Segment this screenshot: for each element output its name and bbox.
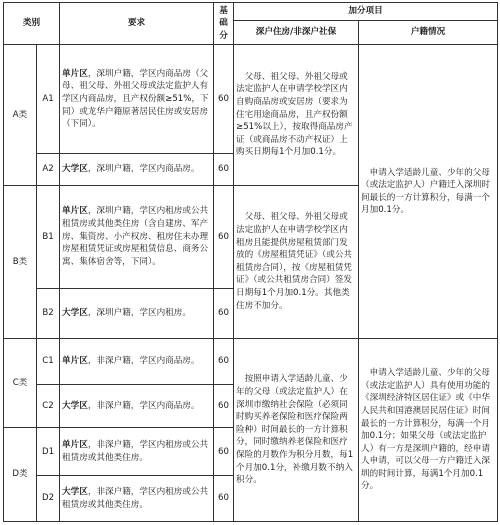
score-b1: 60 bbox=[214, 185, 234, 289]
category-a: A类 bbox=[4, 45, 37, 185]
requirement-text: ，非深户籍，学区内租房或公共租赁房或其他类住房。 bbox=[62, 440, 209, 463]
code-c1: C1 bbox=[37, 339, 60, 385]
code-b1: B1 bbox=[37, 185, 60, 289]
area-label: 单片区 bbox=[62, 206, 88, 217]
category-b: B类 bbox=[4, 185, 37, 339]
requirement-text: ，深圳户籍，学区内商品房（父母、祖父母、外祖父母或法定监护人有学区内商品房，且产权份额≥51%，下同）或龙华户籍原著居民住房或安居房（下同）。 bbox=[62, 68, 209, 130]
table-row-a1 bbox=[4, 45, 498, 154]
requirement-d2 bbox=[60, 476, 214, 522]
score-a1: 60 bbox=[214, 45, 234, 154]
bonus-hukou-ab: 申请入学适龄儿童、少年的父母（或法定监护人）户籍迁入深圳时间最长的一方计算积分，每满一个月加0.1分。 bbox=[359, 45, 498, 339]
category-c: C类 bbox=[4, 339, 37, 428]
area-label: 单片区 bbox=[62, 356, 88, 367]
requirement-b2 bbox=[60, 289, 214, 339]
requirement-text: ，非深户籍，学区内租房或公共租赁房或其他类住房。 bbox=[62, 487, 209, 510]
table-row-c1 bbox=[4, 339, 498, 385]
score-c2: 60 bbox=[214, 384, 234, 428]
code-a2: A2 bbox=[37, 154, 60, 185]
header-bonus-housing: 深户住房/非深户社保 bbox=[234, 20, 359, 45]
code-a1: A1 bbox=[37, 45, 60, 154]
code-d2: D2 bbox=[37, 476, 60, 522]
category-d: D类 bbox=[4, 428, 37, 522]
requirement-c1 bbox=[60, 339, 214, 385]
bonus-housing-a: 父母、祖父母、外祖父母或法定监护人在申请学校学区内自购商品房或安居房（要求为住宅用途商品房，且产权份额≥51%以上），按取得商品房产证（或商品房不动产权证）上购买日期每1个月加0.1分。 bbox=[234, 45, 359, 185]
area-label: 大学区 bbox=[62, 308, 88, 319]
requirement-c2 bbox=[60, 384, 214, 428]
requirement-b1 bbox=[60, 185, 214, 289]
code-c2: C2 bbox=[37, 384, 60, 428]
requirement-text: ，深圳户籍，学区内商品房。 bbox=[87, 164, 200, 175]
score-d2: 60 bbox=[214, 476, 234, 522]
code-d1: D1 bbox=[37, 428, 60, 476]
score-d1: 60 bbox=[214, 428, 234, 476]
area-label: 单片区 bbox=[62, 440, 88, 451]
header-bonus-items: 加分项目 bbox=[234, 3, 498, 21]
code-b2: B2 bbox=[37, 289, 60, 339]
requirement-a1 bbox=[60, 45, 214, 154]
header-row-1 bbox=[4, 3, 498, 21]
requirement-text: ，深圳户籍，学区内租房。 bbox=[87, 308, 191, 319]
score-c1: 60 bbox=[214, 339, 234, 385]
area-label: 单片区 bbox=[62, 68, 88, 79]
enrollment-criteria-table bbox=[3, 2, 498, 522]
requirement-text: ，深圳户籍，学区内租房或公共租赁房或其他类住房（含自建房、军产房、集资房、小产权房、租房住未办理房屋租赁凭证或房屋租赁信息、商务公寓、集体宿舍等，下同）。 bbox=[62, 206, 209, 267]
area-label: 大学区 bbox=[62, 400, 88, 411]
bonus-social-cd: 按照申请入学适龄儿童、少年的父母（或法定监护人）在深圳市缴纳社会保险（必须同时购买养老保险和医疗保险两险种）时间最长的一方计算积分，同时缴纳养老保险和医疗保险的月数作为积分月数，每1个月加0.1分，补缴月数不纳入积分。 bbox=[234, 339, 359, 522]
area-label: 大学区 bbox=[62, 164, 88, 175]
requirement-a2 bbox=[60, 154, 214, 185]
requirement-text: ，非深户籍，学区内商品房。 bbox=[87, 400, 200, 411]
header-requirement: 要求 bbox=[60, 3, 214, 45]
header-category: 类别 bbox=[4, 3, 60, 45]
header-base-score: 基础分 bbox=[214, 3, 234, 45]
bonus-hukou-cd: 申请入学适龄儿童、少年的父母（或法定监护人）具有使用功能的《深圳经济特区居住证》或《中华人民共和国港澳居民居住证》时间最长的一方计算积分，每满一个月加0.1分；如果父母（或法定监护人）有一方是深圳户籍的，经申请人申请，可以父母一方户籍迁入深圳的时间计算，每满1个月加0.1分。 bbox=[359, 339, 498, 522]
requirement-text: ，非深户籍，学区内商品房。 bbox=[87, 356, 200, 367]
bonus-housing-b: 父母、祖父母、外祖父母或法定监护人在申请学校学区内租房且能提供房屋租赁部门发放的《房屋租赁凭证》（或公共租赁房合同），按《房屋租赁凭证》（或公共租赁房合同）签发日期每1个月加0.1分。其他类住房不加分。 bbox=[234, 185, 359, 339]
score-b2: 60 bbox=[214, 289, 234, 339]
area-label: 大学区 bbox=[62, 487, 88, 498]
requirement-d1 bbox=[60, 428, 214, 476]
score-a2: 60 bbox=[214, 154, 234, 185]
header-bonus-hukou: 户籍情况 bbox=[359, 20, 498, 45]
